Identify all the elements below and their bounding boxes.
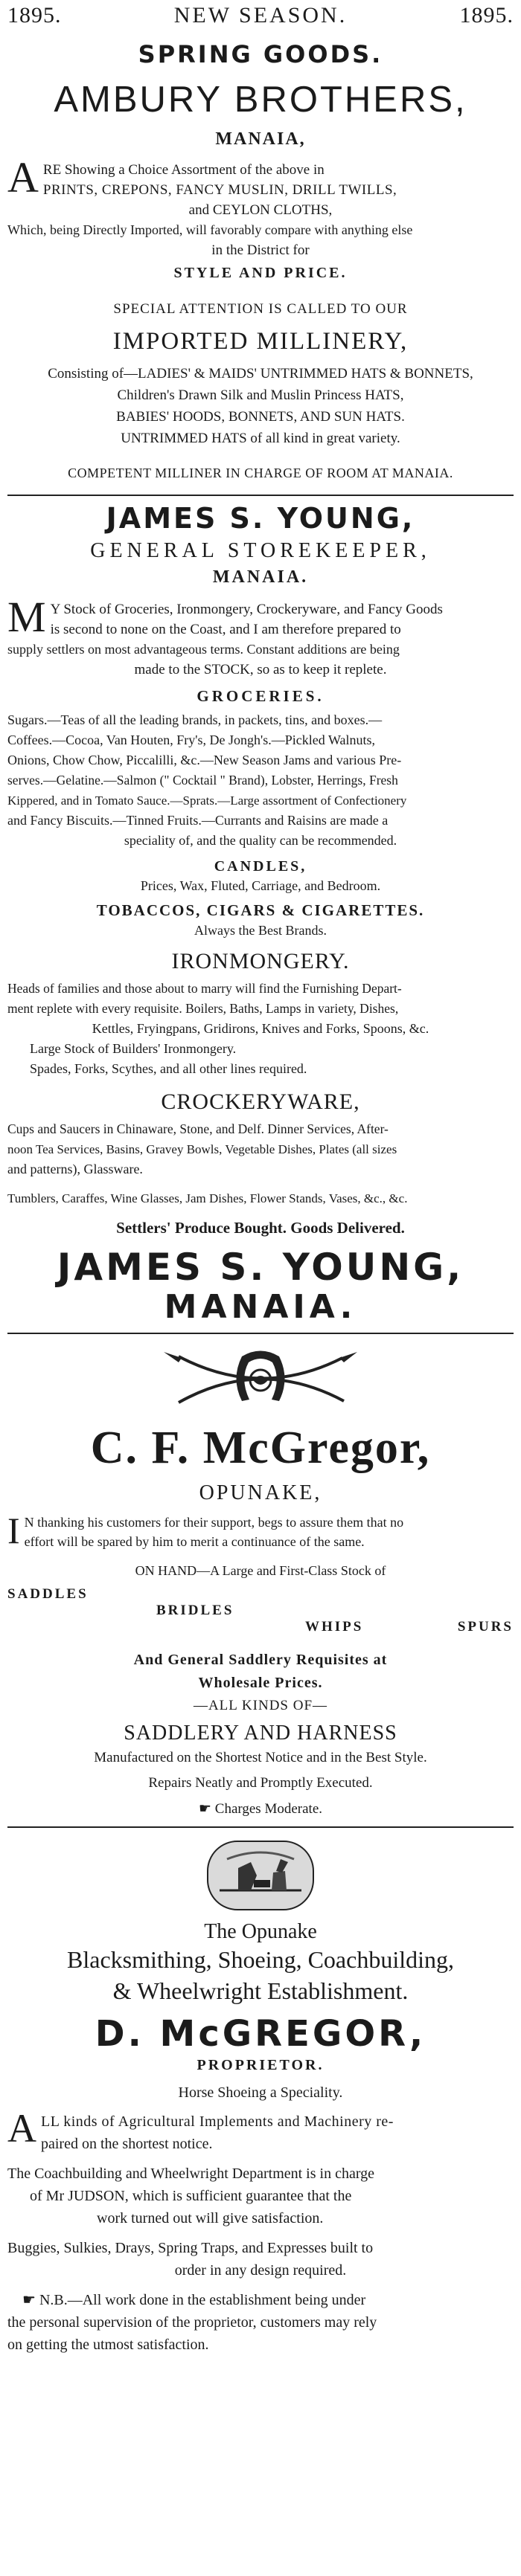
agricultural-line2: paired on the shortest notice.	[41, 2136, 213, 2152]
mcgregor-dropcap: I	[7, 1510, 20, 1551]
ambury-brothers-advert	[7, 40, 514, 481]
candles-line: Prices, Wax, Fluted, Carriage, and Bedroom.	[140, 878, 381, 893]
crockeryware-text	[7, 1119, 514, 1208]
crossed-whips-horseshoe-emblem	[149, 1342, 372, 1416]
item-saddles: SADDLES	[7, 1586, 89, 1602]
nb-line1-text: N.B.—All work done in the establishment being under	[39, 2292, 366, 2308]
crockeryware-line4: Tumblers, Caraffes, Wine Glasses, Jam Dishes, Flower Stands, Vases, &c., &c.	[7, 1191, 408, 1205]
groceries-line6: and Fancy Biscuits.—Tinned Fruits.—Currants and Raisins are made a	[7, 813, 389, 828]
agricultural-line1: LL kinds of Agricultural Implements and Machinery re-	[41, 2113, 394, 2130]
groceries-text	[7, 710, 514, 851]
young-trade: GENERAL STOREKEEPER,	[90, 539, 431, 562]
ambury-dropcap: A	[7, 153, 39, 202]
masthead-year-left: 1895.	[7, 3, 62, 28]
young-intro-line4: made to the STOCK, so as to keep it replete.	[134, 662, 387, 677]
crockeryware-line2: noon Tea Services, Basins, Gravey Bowls, Vegetable Dishes, Plates (all sizes	[7, 1142, 397, 1156]
divider-1	[7, 495, 514, 496]
blacksmith-heading-line2: & Wheelwright Establishment.	[112, 1977, 409, 2004]
blacksmith-heading-line1: Blacksmithing, Shoeing, Coachbuilding,	[67, 1946, 454, 1973]
saddlery-harness-heading: SADDLERY AND HARNESS	[124, 1722, 397, 1745]
millinery-line1: Consisting of—LADIES' & MAIDS' UNTRIMMED HATS & BONNETS,	[48, 366, 473, 381]
mcgregor-intro-line2: effort will be spared by him to merit a continuance of the same.	[24, 1534, 365, 1549]
ambury-intro-line3: and CEYLON CLOTHS,	[188, 202, 333, 218]
charges-text: Charges Moderate.	[214, 1801, 322, 1817]
groceries-line3: Onions, Chow Chow, Piccalilli, &c.—New Season Jams and various Pre-	[7, 753, 402, 767]
blacksmith-engraving	[7, 1834, 514, 1917]
requisites-line2: Wholesale Prices.	[198, 1675, 323, 1691]
young-intro-line3: supply settlers on most advantageous terms. Constant additions are being	[7, 642, 400, 657]
agricultural-text	[7, 2106, 514, 2155]
coachbuilding-text	[7, 2163, 514, 2229]
item-bridles: BRIDLES	[156, 1603, 234, 1618]
coachbuilding-line3: work turned out will give satisfaction.	[97, 2210, 324, 2226]
buggies-line1: Buggies, Sulkies, Drays, Spring Traps, and Expresses built to	[7, 2240, 374, 2256]
millinery-line2: Children's Drawn Silk and Muslin Princess HATS,	[117, 387, 404, 403]
masthead-season: NEW SEASON.	[173, 3, 348, 28]
ambury-intro	[7, 153, 514, 260]
ambury-intro-line1: RE Showing a Choice Assortment of the above in	[42, 162, 325, 178]
coachbuilding-line1: The Coachbuilding and Wheelwright Department is in charge	[7, 2166, 375, 2182]
ironmongery-line2: ment replete with every requisite. Boilers, Baths, Lamps in variety, Dishes,	[7, 1001, 399, 1016]
young-name: JAMES S. YOUNG,	[106, 502, 415, 535]
milliner-note: COMPETENT MILLINER IN CHARGE OF ROOM AT MANAIA.	[68, 466, 453, 480]
saddlery-emblem	[7, 1340, 514, 1417]
mcgregor-saddlery-advert	[7, 1340, 514, 1817]
pointing-hand-icon: ☚	[198, 1801, 212, 1817]
millinery-line3: BABIES' HOODS, BONNETS, AND SUN HATS.	[116, 409, 405, 425]
ironmongery-line4: Large Stock of Builders' Ironmongery.	[30, 1041, 237, 1056]
manufactured-line: Manufactured on the Shortest Notice and in the Best Style.	[94, 1750, 427, 1765]
young-footer-name: JAMES S. YOUNG,	[57, 1246, 464, 1289]
all-kinds-line: —ALL KINDS OF—	[193, 1698, 328, 1713]
imported-millinery-heading: IMPORTED MILLINERY,	[112, 328, 409, 355]
millinery-line4: UNTRIMMED HATS of all kind in great variety.	[121, 431, 400, 446]
tobacco-heading: TOBACCOS, CIGARS & CIGARETTES.	[96, 901, 425, 919]
groceries-line7: speciality of, and the quality can be recommended.	[124, 833, 397, 848]
blacksmith-advert	[7, 1834, 514, 2356]
millinery-list	[7, 363, 514, 449]
style-and-price: STYLE AND PRICE.	[173, 265, 348, 281]
the-opunake: The Opunake	[204, 1920, 317, 1943]
requisites-line1: And General Saddlery Requisites at	[133, 1652, 388, 1668]
crockeryware-heading: CROCKERYWARE,	[161, 1089, 360, 1114]
on-hand-line: ON HAND—A Large and First-Class Stock of	[135, 1563, 386, 1578]
nb-pointing-hand-icon: ☚	[22, 2292, 36, 2308]
buggies-text	[7, 2237, 514, 2282]
ambury-intro-line4: Which, being Directly Imported, will favorably compare with anything else	[7, 222, 413, 237]
spring-goods-header: SPRING GOODS.	[138, 40, 383, 68]
special-attention: SPECIAL ATTENTION IS CALLED TO OUR	[113, 301, 408, 317]
ironmongery-heading: IRONMONGERY.	[171, 949, 350, 973]
ambury-town: MANAIA,	[215, 129, 306, 149]
ironmongery-line3: Kettles, Fryingpans, Gridirons, Knives and Forks, Spoons, &c.	[92, 1021, 429, 1036]
groceries-line5: Kippered, and in Tomato Sauce.—Sprats.—Large assortment of Confectionery	[7, 793, 407, 808]
nb-line1	[7, 2289, 514, 2311]
ironmongery-line1: Heads of families and those about to marry will find the Furnishing Depart-	[7, 981, 402, 996]
candles-heading: CANDLES,	[214, 858, 307, 875]
ambury-intro-line2: PRINTS, CREPONS, FANCY MUSLIN, DRILL TWILLS,	[42, 182, 397, 198]
mcgregor-name: C. F. McGregor,	[90, 1423, 431, 1473]
ironmongery-text	[7, 979, 514, 1079]
item-whips: WHIPS	[305, 1619, 364, 1635]
groceries-heading: GROCERIES.	[196, 687, 325, 705]
james-young-advert	[7, 502, 514, 1327]
groceries-line4: serves.—Gelatine.—Salmon (" Cocktail " Brand), Lobster, Herrings, Fresh	[7, 773, 398, 788]
item-spurs: SPURS	[457, 1619, 514, 1635]
masthead	[7, 3, 514, 33]
blacksmith-shop-engraving	[205, 1838, 316, 1913]
divider-2	[7, 1333, 514, 1334]
groceries-line1: Sugars.—Teas of all the leading brands, in packets, tins, and boxes.—	[7, 712, 383, 727]
masthead-year-right: 1895.	[459, 3, 514, 28]
young-intro-line2: is second to none on the Coast, and I am therefore prepared to	[50, 622, 401, 637]
young-intro-line1: Y Stock of Groceries, Ironmongery, Crockeryware, and Fancy Goods	[50, 602, 443, 617]
crockeryware-line1: Cups and Saucers in Chinaware, Stone, and Delf. Dinner Services, After-	[7, 1121, 389, 1136]
nb-line3: on getting the utmost satisfaction.	[7, 2337, 209, 2353]
nb-line2: the personal supervision of the proprietor, customers may rely	[7, 2314, 377, 2331]
young-footer-town: MANAIA.	[164, 1288, 357, 1326]
young-intro	[7, 593, 514, 680]
young-town: MANAIA.	[212, 567, 309, 587]
repairs-line: Repairs Neatly and Promptly Executed.	[148, 1775, 373, 1791]
horse-shoeing-line: Horse Shoeing a Speciality.	[178, 2084, 343, 2101]
tobacco-line: Always the Best Brands.	[194, 923, 327, 938]
charges-line	[7, 1800, 514, 1817]
mcgregor-intro-line1: N thanking his customers for their support, begs to assure them that no	[24, 1515, 404, 1530]
groceries-line2: Coffees.—Cocoa, Van Houten, Fry's, De Jongh's.—Pickled Walnuts,	[7, 732, 375, 747]
ambury-firm-name: AMBURY BROTHERS,	[54, 80, 467, 120]
saddlery-items	[7, 1586, 514, 1652]
coachbuilding-line2: of Mr JUDSON, which is sufficient guarantee that the	[30, 2188, 352, 2204]
crockeryware-line3: and patterns), Glassware.	[7, 1162, 143, 1176]
agricultural-dropcap: A	[7, 2106, 36, 2151]
proprietor-title: PROPRIETOR.	[196, 2057, 325, 2073]
divider-3	[7, 1826, 514, 1828]
ironmongery-line5: Spades, Forks, Scythes, and all other lines required.	[30, 1061, 307, 1076]
produce-bought-line: Settlers' Produce Bought. Goods Delivered.	[116, 1219, 405, 1237]
young-dropcap: M	[7, 593, 46, 641]
proprietor-name: D. McGREGOR,	[95, 2013, 426, 2055]
buggies-line2: order in any design required.	[174, 2262, 347, 2279]
mcgregor-intro	[7, 1510, 514, 1551]
nb-text	[7, 2289, 514, 2356]
mcgregor-town: OPUNAKE,	[199, 1481, 322, 1504]
ambury-intro-line5: in the District for	[211, 242, 310, 258]
